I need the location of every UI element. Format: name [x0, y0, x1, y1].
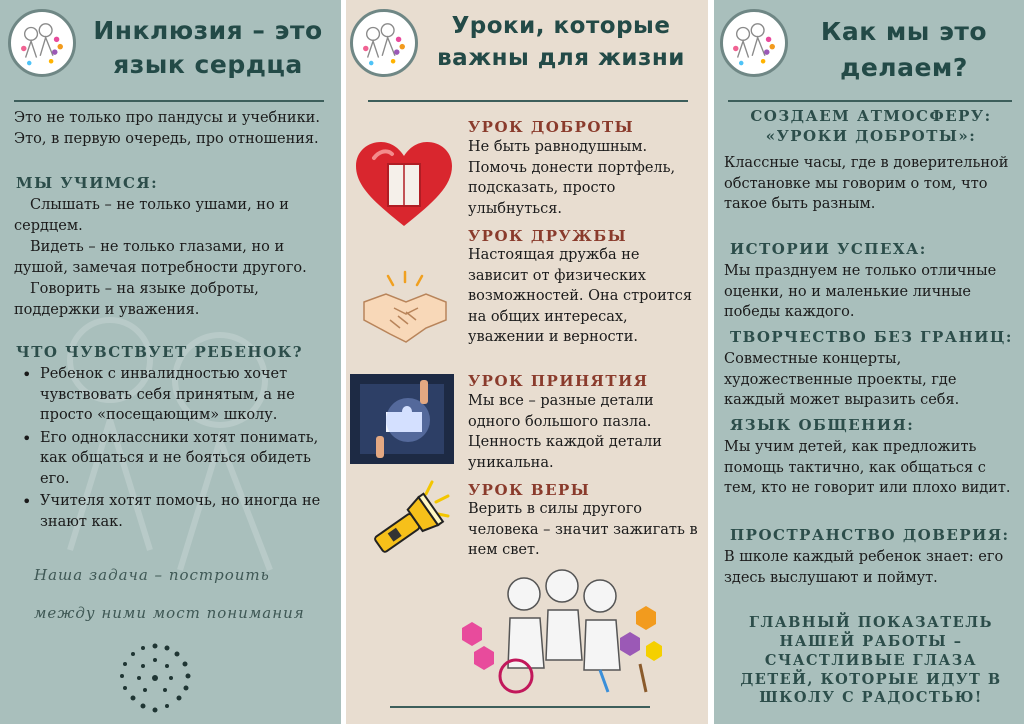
lesson-heading: УРОК ДОБРОТЫ — [468, 118, 635, 136]
school-emblem-icon — [720, 9, 788, 77]
lesson-text: Настоящая дружба не зависит от физических возможностей. Она строится на общих интересах, уважении и верности. — [468, 247, 693, 346]
title-divider — [368, 100, 688, 102]
panel-lessons — [346, 0, 708, 724]
section-text: Классные часы, где в доверительной обстановке мы говорим о том, что такое быть разным. — [724, 155, 1009, 213]
list-item: • Ребенок с инвалидностью хочет чувствовать себя принятым, а не просто «посещающим» школу. — [14, 364, 332, 426]
inclusive-people-icon — [450, 568, 670, 698]
section-text: Мы учим детей, как предложить помощь тактично, как общаться с тем, кто не говорит или плохо видит. — [724, 439, 1011, 497]
learn-heading: МЫ УЧИМСЯ: — [16, 174, 159, 192]
learn-item: Слышать – не только ушами, но и сердцем. — [14, 197, 289, 234]
lesson-text: Мы все – разные детали одного большого пазла. Ценность каждой детали уникальна. — [468, 393, 662, 471]
dotted-spiral-icon — [115, 638, 195, 718]
learn-item: Видеть – не только глазами, но и душой, замечая потребности другого. — [14, 239, 307, 276]
footer-divider — [390, 706, 650, 708]
main-indicator-text: ГЛАВНЫЙ ПОКАЗАТЕЛЬ НАШЕЙ РАБОТЫ – СЧАСТЛИВЫЕ ГЛАЗА ДЕТЕЙ, КОТОРЫЕ ИДУТ В ШКОЛУ С РАДОСТЬЮ! — [740, 614, 1002, 707]
section-heading: ПРОСТРАНСТВО ДОВЕРИЯ: — [730, 526, 1010, 544]
feel-list — [14, 364, 332, 535]
motto-line: между ними мост понимания — [34, 604, 305, 622]
title-divider — [14, 100, 324, 102]
panel1-title: Инклюзия – это язык сердца — [93, 16, 323, 79]
section-text: В школе каждый ребенок знает: его здесь выслушают и поймут. — [724, 549, 1004, 586]
panel2-title: Уроки, которые важны для жизни — [437, 13, 685, 71]
list-item: • Его одноклассники хотят понимать, как общаться и не бояться обидеть его. — [14, 428, 332, 490]
school-emblem-icon — [8, 9, 76, 77]
lesson-heading: УРОК ДРУЖБЫ — [468, 227, 628, 245]
section-heading: ЯЗЫК ОБЩЕНИЯ: — [730, 416, 915, 434]
school-emblem-icon — [350, 9, 418, 77]
learn-item: Говорить – на языке доброты, поддержки и уважения. — [14, 281, 259, 318]
title-divider — [728, 100, 1012, 102]
feel-heading: ЧТО ЧУВСТВУЕТ РЕБЕНОК? — [16, 343, 304, 361]
heart-door-icon — [354, 140, 454, 230]
section-heading: СОЗДАЕМ АТМОСФЕРУ: «УРОКИ ДОБРОТЫ»: — [750, 107, 992, 145]
lesson-text: Верить в силы другого человека – значит зажигать в нем свет. — [468, 501, 698, 559]
intro-text: Это не только про пандусы и учебники. Это, в первую очередь, про отношения. — [14, 110, 320, 147]
lesson-heading: УРОК ВЕРЫ — [468, 481, 591, 499]
handshake-icon — [360, 268, 450, 348]
panel-inclusion — [0, 0, 341, 724]
motto-line: Наша задача – построить — [34, 566, 270, 584]
section-heading: ИСТОРИИ УСПЕХА: — [730, 240, 927, 258]
section-text: Мы празднуем не только отличные оценки, но и маленькие личные победы каждого. — [724, 263, 997, 321]
lesson-text: Не быть равнодушным. Помочь донести портфель, подсказать, просто улыбнуться. — [468, 139, 676, 217]
flashlight-icon — [360, 480, 450, 560]
panel-how-we-do — [714, 0, 1024, 724]
section-text: Совместные концерты, художественные проекты, где каждый может выразить себя. — [724, 351, 960, 409]
list-item: • Учителя хотят помочь, но иногда не знают как. — [14, 491, 332, 532]
panel3-title: Как мы это делаем? — [820, 17, 988, 82]
puzzle-icon — [350, 374, 454, 464]
section-heading: ТВОРЧЕСТВО БЕЗ ГРАНИЦ: — [730, 328, 1013, 346]
lesson-heading: УРОК ПРИНЯТИЯ — [468, 372, 649, 390]
